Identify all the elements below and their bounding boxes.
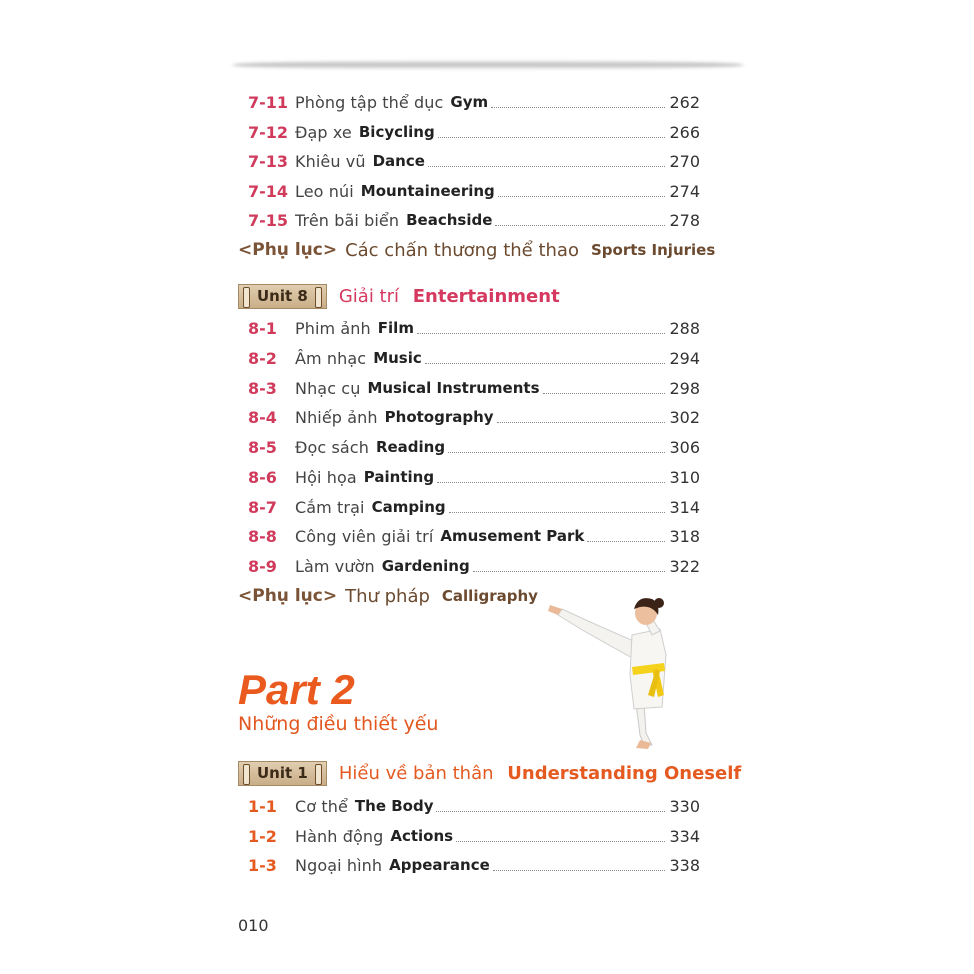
entry-title-vi: Hội họa xyxy=(295,467,357,487)
unit-title-vi: Giải trí xyxy=(338,285,400,307)
entry-title-en: Amusement Park xyxy=(440,527,585,545)
entry-page: 318 xyxy=(669,526,700,546)
toc-entry-8-2[interactable] xyxy=(238,345,700,371)
unit-badge-label: Unit 8 xyxy=(257,287,308,305)
entry-title-vi: Leo núi xyxy=(295,181,354,201)
page-top-shadow xyxy=(232,60,744,70)
appendix-tag: <Phụ lục> xyxy=(238,240,338,260)
entry-number: 8-1 xyxy=(248,318,277,338)
dot-leader xyxy=(498,196,665,197)
entry-page: 278 xyxy=(669,210,700,230)
entry-title-en: Beachside xyxy=(406,211,493,229)
entry-number: 7-11 xyxy=(248,92,289,112)
entry-number: 8-6 xyxy=(248,467,277,487)
unit-title xyxy=(339,286,560,307)
entry-number: 8-8 xyxy=(248,526,277,546)
page-number: 010 xyxy=(238,916,269,935)
appendix-title-vi: Thư pháp xyxy=(345,585,430,607)
dot-leader xyxy=(456,841,665,842)
toc-entry-8-9[interactable] xyxy=(238,553,700,579)
entry-title-vi: Công viên giải trí xyxy=(295,526,434,546)
entry-title-en: Gardening xyxy=(381,557,470,575)
entry-page: 306 xyxy=(669,437,700,457)
entry-page: 330 xyxy=(669,796,700,816)
entry-number: 8-7 xyxy=(248,497,277,517)
dot-leader xyxy=(543,393,665,394)
entry-page: 322 xyxy=(669,556,700,576)
taekwondo-girl-image xyxy=(548,585,708,755)
dot-leader xyxy=(449,512,665,513)
dot-leader xyxy=(438,137,665,138)
toc-entry-1-2[interactable] xyxy=(238,823,700,849)
entry-title-en: Bicycling xyxy=(358,123,435,141)
entry-number: 8-4 xyxy=(248,407,277,427)
entry-number: 1-3 xyxy=(248,855,277,875)
appendix-title-en: Calligraphy xyxy=(441,587,538,605)
entry-number: 1-1 xyxy=(248,796,277,816)
toc-entry-8-7[interactable] xyxy=(238,494,700,520)
toc-entry-8-6[interactable] xyxy=(238,464,700,490)
entry-number: 8-9 xyxy=(248,556,277,576)
dot-leader xyxy=(437,482,665,483)
entry-page: 266 xyxy=(669,122,700,142)
toc-entry-7-13[interactable] xyxy=(238,148,700,174)
unit-badge xyxy=(238,761,327,786)
entry-number: 8-5 xyxy=(248,437,277,457)
dot-leader xyxy=(417,333,665,334)
unit-badge xyxy=(238,284,327,309)
entry-title-en: The Body xyxy=(354,797,434,815)
appendix-calligraphy[interactable] xyxy=(238,582,538,610)
entry-title-vi: Đọc sách xyxy=(295,437,369,457)
appendix-tag: <Phụ lục> xyxy=(238,586,338,606)
dot-leader xyxy=(448,452,665,453)
scroll-cap-right xyxy=(315,287,322,308)
unit-title-vi: Hiểu về bản thân xyxy=(338,762,494,784)
unit-8-heading[interactable] xyxy=(238,282,560,310)
entry-title-vi: Nhiếp ảnh xyxy=(295,407,378,427)
entry-page: 270 xyxy=(669,151,700,171)
unit-title xyxy=(339,763,741,784)
dot-leader xyxy=(495,225,665,226)
entry-page: 302 xyxy=(669,407,700,427)
dot-leader xyxy=(497,422,665,423)
entry-title-vi: Phòng tập thể dục xyxy=(295,92,444,112)
unit-title-en: Entertainment xyxy=(412,285,560,307)
entry-number: 7-14 xyxy=(248,181,289,201)
entry-title-vi: Âm nhạc xyxy=(295,348,367,368)
toc-entry-8-8[interactable] xyxy=(238,523,700,549)
scroll-cap-left xyxy=(243,764,250,785)
unit-title-en: Understanding Oneself xyxy=(507,762,742,784)
appendix-title-vi: Các chấn thương thể thao xyxy=(345,239,579,261)
entry-number: 1-2 xyxy=(248,826,277,846)
toc-entry-8-3[interactable] xyxy=(238,375,700,401)
entry-number: 8-3 xyxy=(248,378,277,398)
toc-entry-8-4[interactable] xyxy=(238,404,700,430)
entry-title-vi: Nhạc cụ xyxy=(295,378,361,398)
dot-leader xyxy=(491,107,665,108)
dot-leader xyxy=(493,870,665,871)
toc-entry-7-12[interactable] xyxy=(238,119,700,145)
entry-title-en: Camping xyxy=(371,498,446,516)
entry-title-vi: Cắm trại xyxy=(295,497,365,517)
appendix-sports-injuries[interactable] xyxy=(238,236,715,264)
entry-page: 314 xyxy=(669,497,700,517)
entry-title-vi: Khiêu vũ xyxy=(295,151,366,171)
entry-page: 298 xyxy=(669,378,700,398)
entry-title-en: Gym xyxy=(450,93,489,111)
entry-title-en: Film xyxy=(377,319,414,337)
dot-leader xyxy=(473,571,665,572)
dot-leader xyxy=(587,541,665,542)
entry-title-en: Mountaineering xyxy=(360,182,495,200)
dot-leader xyxy=(428,166,665,167)
part-subtitle: Những điều thiết yếu xyxy=(238,713,439,735)
entry-title-vi: Trên bãi biển xyxy=(295,210,400,230)
entry-title-vi: Làm vườn xyxy=(295,556,375,576)
toc-entry-1-3[interactable] xyxy=(238,852,700,878)
entry-number: 7-15 xyxy=(248,210,289,230)
entry-title-en: Appearance xyxy=(389,856,490,874)
entry-title-vi: Phim ảnh xyxy=(295,318,371,338)
entry-page: 274 xyxy=(669,181,700,201)
scroll-cap-left xyxy=(243,287,250,308)
entry-number: 7-13 xyxy=(248,151,289,171)
dot-leader xyxy=(436,811,665,812)
entry-title-en: Actions xyxy=(390,827,454,845)
toc-entry-7-11[interactable] xyxy=(238,89,700,115)
entry-title-en: Musical Instruments xyxy=(367,379,540,397)
entry-page: 294 xyxy=(669,348,700,368)
entry-title-en: Painting xyxy=(363,468,435,486)
entry-title-en: Reading xyxy=(375,438,446,456)
entry-page: 338 xyxy=(669,855,700,875)
toc-entry-8-5[interactable] xyxy=(238,434,700,460)
entry-title-vi: Ngoại hình xyxy=(295,855,383,875)
entry-title-en: Music xyxy=(373,349,422,367)
entry-title-vi: Đạp xe xyxy=(295,122,352,142)
dot-leader xyxy=(425,363,665,364)
entry-number: 8-2 xyxy=(248,348,277,368)
unit-1-heading[interactable] xyxy=(238,759,741,787)
toc-entry-7-15[interactable] xyxy=(238,207,700,233)
toc-entry-1-1[interactable] xyxy=(238,793,700,819)
toc-entry-8-1[interactable] xyxy=(238,315,700,341)
entry-title-vi: Hành động xyxy=(295,826,384,846)
entry-number: 7-12 xyxy=(248,122,289,142)
appendix-title-en: Sports Injuries xyxy=(590,241,716,259)
entry-page: 262 xyxy=(669,92,700,112)
entry-title-en: Dance xyxy=(372,152,425,170)
entry-page: 334 xyxy=(669,826,700,846)
entry-page: 288 xyxy=(669,318,700,338)
toc-entry-7-14[interactable] xyxy=(238,178,700,204)
entry-title-vi: Cơ thể xyxy=(295,796,348,816)
entry-title-en: Photography xyxy=(384,408,494,426)
entry-page: 310 xyxy=(669,467,700,487)
scroll-cap-right xyxy=(315,764,322,785)
unit-badge-label: Unit 1 xyxy=(257,764,308,782)
part-title: Part 2 xyxy=(238,666,355,713)
